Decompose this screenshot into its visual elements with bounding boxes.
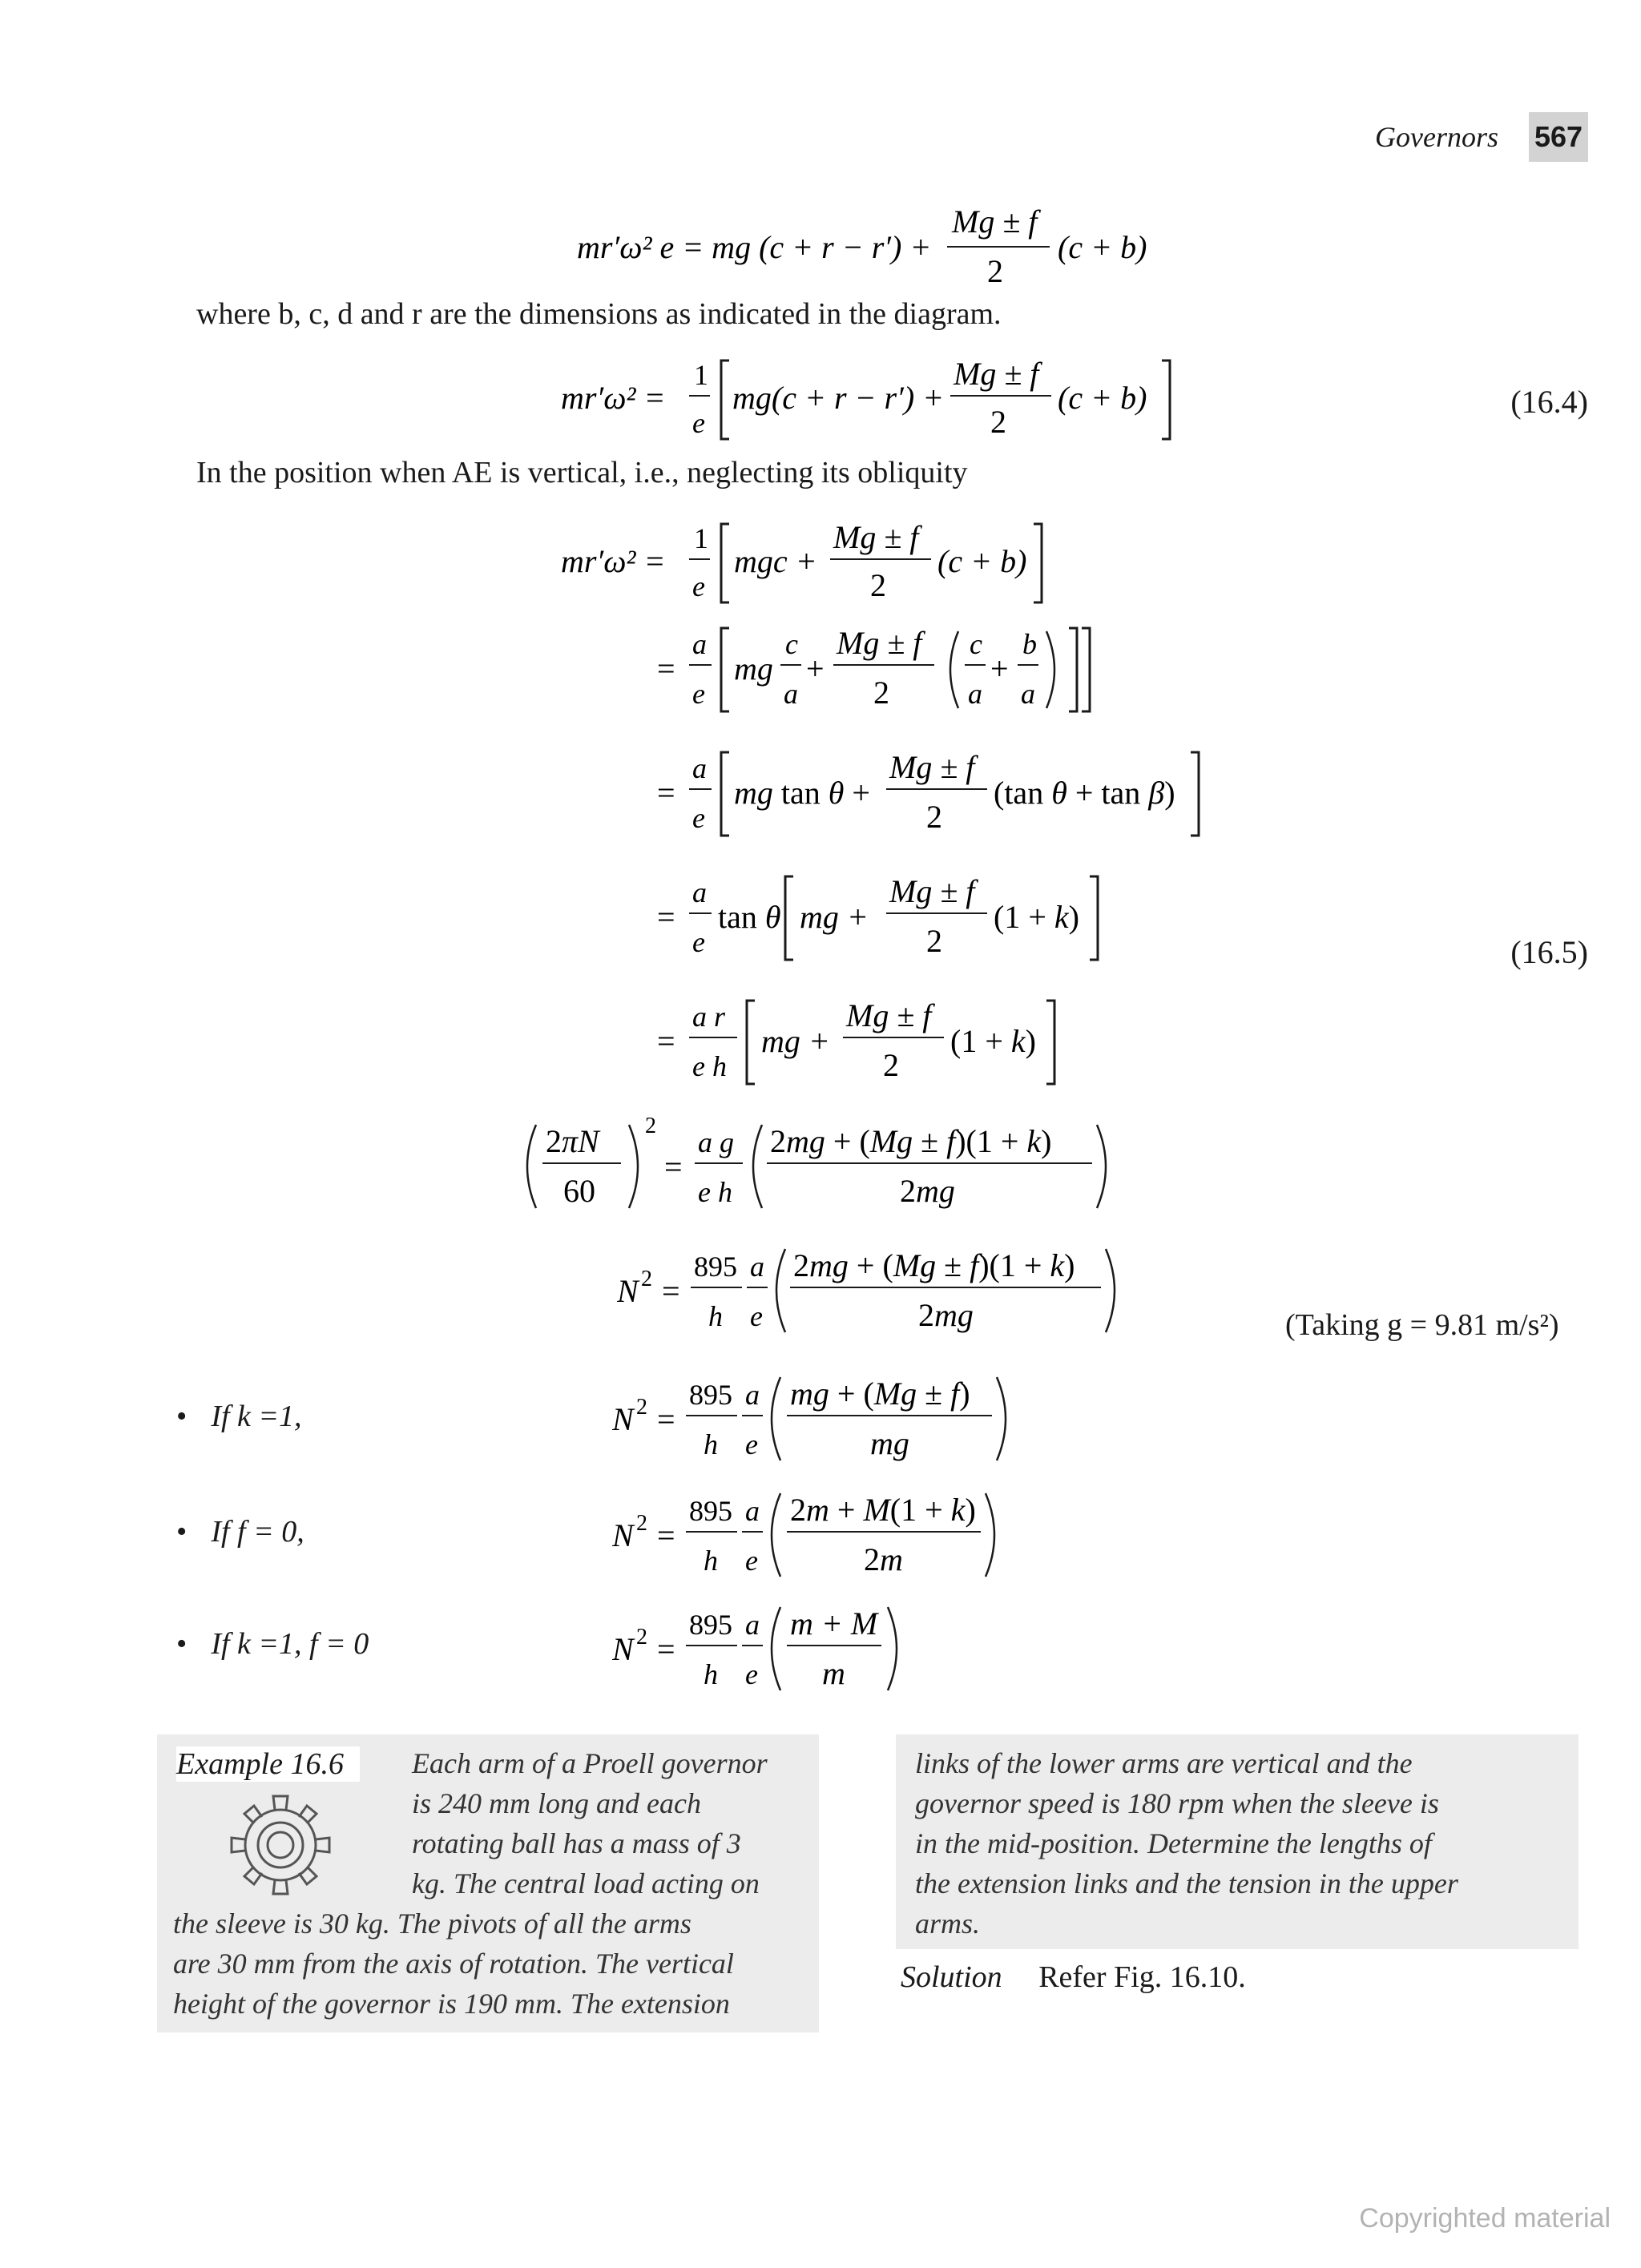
where-line: where b, c, d and r are the dimensions as indicated in the diagram. xyxy=(196,297,1002,331)
svg-text:Mg ± f: Mg ± f xyxy=(889,873,975,909)
svg-text:2: 2 xyxy=(926,923,942,959)
svg-text:2mg: 2mg xyxy=(918,1297,974,1333)
svg-text:N: N xyxy=(612,1401,634,1437)
svg-text:h: h xyxy=(704,1658,718,1690)
svg-text:c: c xyxy=(970,628,982,660)
bullet-f-equals-0 xyxy=(176,1514,304,1549)
position-line: In the position when AE is vertical, i.e., neglecting its obliquity xyxy=(196,456,968,489)
svg-text:e: e xyxy=(692,407,705,439)
svg-text:2: 2 xyxy=(870,567,886,603)
svg-text:c: c xyxy=(785,628,798,660)
svg-text:(1 + k): (1 + k) xyxy=(950,1023,1036,1059)
bullet-label: If k =1, f = 0 xyxy=(211,1627,369,1661)
example-text-line: links of the lower arms are vertical and the xyxy=(915,1747,1413,1779)
svg-text:2: 2 xyxy=(645,1114,656,1138)
svg-text:1: 1 xyxy=(694,359,708,391)
svg-text:a: a xyxy=(1021,678,1035,710)
svg-text:=: = xyxy=(657,1023,675,1059)
equation-b2 xyxy=(657,617,1106,721)
svg-text:mg: mg xyxy=(734,651,773,687)
svg-text:mg + (Mg ± f): mg + (Mg ± f) xyxy=(790,1376,970,1412)
example-text-line: height of the governor is 190 mm. The extension xyxy=(173,1988,730,2020)
svg-text:e: e xyxy=(692,570,705,602)
example-text-line: are 30 mm from the axis of rotation. The vertical xyxy=(173,1948,734,1980)
svg-text:2: 2 xyxy=(926,799,942,835)
svg-text:1: 1 xyxy=(694,522,708,554)
svg-text:mg tan θ +: mg tan θ + xyxy=(734,775,870,811)
svg-text:mg +: mg + xyxy=(761,1023,830,1059)
svg-text:2: 2 xyxy=(873,675,889,711)
svg-text:2mg + (Mg ± f)(1 + k): 2mg + (Mg ± f)(1 + k) xyxy=(793,1247,1075,1283)
svg-text:=: = xyxy=(657,899,675,935)
svg-text:Mg ± f: Mg ± f xyxy=(952,203,1038,240)
svg-text:895: 895 xyxy=(689,1495,732,1527)
svg-text:(c + b): (c + b) xyxy=(937,543,1027,579)
svg-text:(tan θ + tan β): (tan θ + tan β) xyxy=(994,775,1175,811)
svg-text:2: 2 xyxy=(883,1047,899,1083)
svg-text:=: = xyxy=(657,1631,675,1667)
example-text-line: rotating ball has a mass of 3 xyxy=(412,1827,741,1859)
svg-text:Mg ± f: Mg ± f xyxy=(833,519,919,555)
svg-text:a: a xyxy=(745,1379,760,1411)
svg-text:=: = xyxy=(657,651,675,687)
bullet-k-equals-1 xyxy=(176,1399,302,1434)
svg-text:=: = xyxy=(664,1149,683,1185)
svg-text:895: 895 xyxy=(689,1609,732,1641)
solution-text: Refer Fig. 16.10. xyxy=(1038,1960,1246,1994)
gear-icon xyxy=(220,1785,341,1905)
svg-text:N: N xyxy=(612,1517,634,1553)
svg-text:mg: mg xyxy=(870,1425,909,1461)
svg-text:2: 2 xyxy=(987,253,1003,289)
svg-text:e: e xyxy=(745,1428,758,1460)
example-label: Example 16.6 xyxy=(176,1746,360,1782)
svg-text:mg(c + r − r′) +: mg(c + r − r′) + xyxy=(732,380,945,416)
svg-text:e: e xyxy=(745,1545,758,1577)
svg-text:mg +: mg + xyxy=(800,899,869,935)
example-text-line: kg. The central load acting on xyxy=(412,1867,760,1899)
running-header-title: Governors xyxy=(1375,121,1498,153)
svg-text:2πN: 2πN xyxy=(546,1123,599,1159)
svg-text:Mg ± f: Mg ± f xyxy=(837,625,922,661)
bullet-label: If k =1, xyxy=(211,1400,302,1433)
equation-16-4 xyxy=(561,349,1186,445)
svg-text:2m: 2m xyxy=(864,1541,903,1577)
equation-bullet2 xyxy=(612,1482,1029,1586)
svg-text:a: a xyxy=(968,678,982,710)
svg-text:a: a xyxy=(745,1609,760,1641)
svg-text:e: e xyxy=(692,678,705,710)
svg-text:mr′ω² e = mg (c + r − r′) +: mr′ω² e = mg (c + r − r′) + xyxy=(577,229,932,265)
svg-text:N: N xyxy=(617,1273,639,1309)
equation-b4 xyxy=(657,865,1122,969)
svg-text:a: a xyxy=(750,1251,764,1283)
svg-text:b: b xyxy=(1022,628,1037,660)
svg-text:=: = xyxy=(662,1273,680,1309)
example-text-line: governor speed is 180 rpm when the sleeve is xyxy=(915,1787,1439,1819)
svg-text:m: m xyxy=(822,1655,845,1691)
equation-b3 xyxy=(657,741,1218,845)
svg-text:895: 895 xyxy=(694,1251,737,1283)
equation-bullet1 xyxy=(612,1366,1029,1470)
svg-text:2: 2 xyxy=(990,404,1006,440)
svg-text:e: e xyxy=(745,1658,758,1690)
example-text-line: Each arm of a Proell governor xyxy=(412,1747,768,1779)
svg-text:+: + xyxy=(806,651,825,687)
solution-line xyxy=(901,1960,1246,1995)
svg-text:2mg + (Mg ± f)(1 + k): 2mg + (Mg ± f)(1 + k) xyxy=(770,1123,1052,1159)
equation-number-16-4: (16.4) xyxy=(1510,384,1588,420)
svg-text:h: h xyxy=(708,1300,723,1332)
svg-text:2m + M(1 + k): 2m + M(1 + k) xyxy=(790,1492,976,1528)
svg-text:e: e xyxy=(692,926,705,958)
svg-text:e: e xyxy=(750,1300,763,1332)
svg-text:mr′ω² =: mr′ω² = xyxy=(561,380,666,416)
example-text-line: arms. xyxy=(915,1907,981,1940)
equation-b5 xyxy=(657,989,1074,1094)
svg-text:(c + b): (c + b) xyxy=(1058,380,1147,416)
svg-text:a g: a g xyxy=(698,1126,734,1158)
copyright-watermark: Copyrighted material xyxy=(1359,2203,1611,2234)
svg-text:tan θ: tan θ xyxy=(718,899,781,935)
svg-text:(1 + k): (1 + k) xyxy=(994,899,1079,935)
svg-text:m + M: m + M xyxy=(790,1605,878,1642)
svg-text:+: + xyxy=(990,651,1009,687)
svg-text:a: a xyxy=(745,1495,760,1527)
equation-b1 xyxy=(561,513,1058,609)
svg-text:Mg ± f: Mg ± f xyxy=(954,356,1039,392)
svg-text:2: 2 xyxy=(636,1625,647,1650)
svg-text:=: = xyxy=(657,775,675,811)
svg-text:N: N xyxy=(612,1631,634,1667)
svg-text:=: = xyxy=(657,1401,675,1437)
solution-label: Solution xyxy=(901,1960,1002,1994)
svg-text:a: a xyxy=(784,678,798,710)
svg-text:h: h xyxy=(704,1428,718,1460)
svg-text:Mg ± f: Mg ± f xyxy=(846,997,932,1033)
svg-text:2mg: 2mg xyxy=(900,1173,955,1209)
svg-text:2: 2 xyxy=(636,1395,647,1420)
svg-text:mr′ω² =: mr′ω² = xyxy=(561,543,666,579)
bullet-k1-f0 xyxy=(176,1626,369,1662)
example-text-line: the extension links and the tension in the upper xyxy=(915,1867,1458,1899)
example-text-line: in the mid-position. Determine the lengths of xyxy=(915,1827,1432,1859)
svg-text:a r: a r xyxy=(692,1001,726,1033)
svg-text:h: h xyxy=(704,1545,718,1577)
equation-bullet3 xyxy=(612,1596,933,1700)
svg-text:895: 895 xyxy=(689,1379,732,1411)
svg-text:e h: e h xyxy=(698,1176,732,1208)
equation-number-16-5: (16.5) xyxy=(1510,934,1588,970)
equation-c1 xyxy=(517,1114,1126,1218)
svg-text:mgc +: mgc + xyxy=(734,543,817,579)
bullet-label: If f = 0, xyxy=(211,1515,304,1549)
equation-c2 xyxy=(617,1238,1130,1342)
svg-text:Mg ± f: Mg ± f xyxy=(889,749,975,785)
svg-text:a: a xyxy=(692,752,707,784)
taking-g-note: (Taking g = 9.81 m/s²) xyxy=(1285,1308,1559,1342)
svg-text:a: a xyxy=(692,876,707,908)
svg-text:60: 60 xyxy=(563,1173,595,1209)
svg-text:(c + b): (c + b) xyxy=(1058,229,1147,265)
svg-text:e: e xyxy=(692,802,705,834)
example-text-line: is 240 mm long and each xyxy=(412,1787,701,1819)
page-number: 567 xyxy=(1529,112,1588,162)
svg-text:2: 2 xyxy=(636,1511,647,1536)
svg-text:a: a xyxy=(692,628,707,660)
svg-text:=: = xyxy=(657,1517,675,1553)
svg-text:e h: e h xyxy=(692,1050,727,1082)
svg-text:2: 2 xyxy=(641,1267,652,1291)
example-text-line: the sleeve is 30 kg. The pivots of all the arms xyxy=(173,1907,691,1940)
equation-a xyxy=(577,202,1154,298)
